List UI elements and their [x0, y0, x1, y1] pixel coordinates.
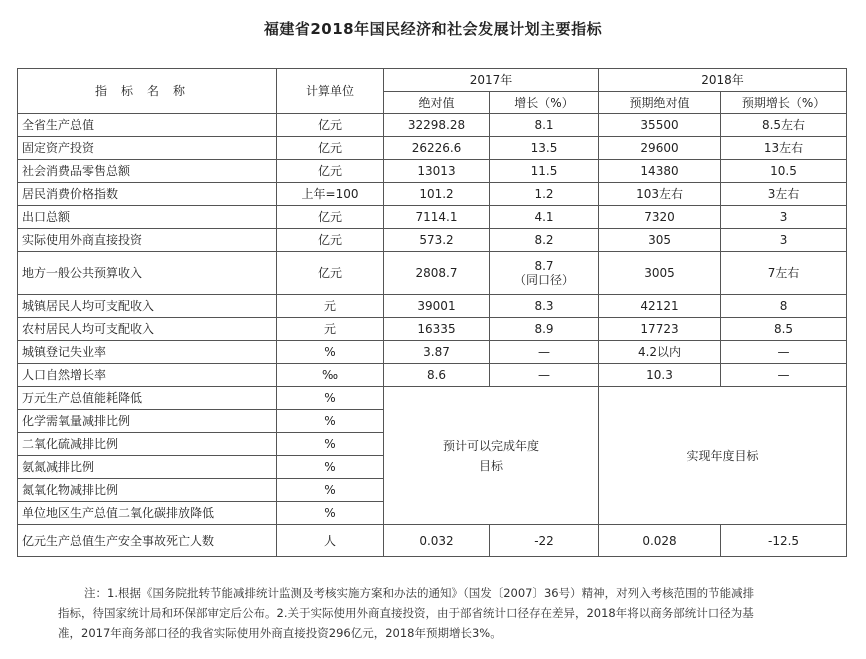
- value-2017: 13013: [384, 160, 490, 183]
- indicator-unit: 亿元: [277, 229, 384, 252]
- indicator-unit: %: [277, 433, 384, 456]
- indicator-unit: 亿元: [277, 252, 384, 295]
- growth-2017: 8.1: [490, 114, 599, 137]
- indicator-name: 居民消费价格指数: [18, 183, 277, 206]
- indicator-unit: 亿元: [277, 137, 384, 160]
- growth-2017: —: [490, 364, 599, 387]
- indicator-unit: 元: [277, 318, 384, 341]
- value-2017: 3.87: [384, 341, 490, 364]
- value-2017: 26226.6: [384, 137, 490, 160]
- indicator-name: 单位地区生产总值二氧化碳排放降低: [18, 502, 277, 525]
- value-2018: 29600: [599, 137, 721, 160]
- growth-2018: 8: [721, 295, 847, 318]
- value-2017: 0.032: [384, 525, 490, 557]
- header-exp-growth: 预期增长（%）: [721, 92, 847, 114]
- growth-2017: -22: [490, 525, 599, 557]
- table-row: [18, 160, 847, 183]
- indicator-name: 万元生产总值能耗降低: [18, 387, 277, 410]
- growth-2018: 3: [721, 206, 847, 229]
- table-row: [18, 114, 847, 137]
- env-2017-text-2: 目标: [479, 458, 504, 473]
- value-2017: 573.2: [384, 229, 490, 252]
- growth-2017: 1.2: [490, 183, 599, 206]
- value-2018: 10.3: [599, 364, 721, 387]
- value-2018: 0.028: [599, 525, 721, 557]
- growth-2018: 3: [721, 229, 847, 252]
- value-2017: 32298.28: [384, 114, 490, 137]
- footnote-line-1: 注：1.根据《国务院批转节能减排统计监测及考核实施方案和办法的通知》（国发〔2007〕36号）精神，对列入考核范围的节能减排: [84, 586, 755, 600]
- indicator-unit: %: [277, 387, 384, 410]
- indicator-name: 地方一般公共预算收入: [18, 252, 277, 295]
- value-2017: 16335: [384, 318, 490, 341]
- value-2018: 42121: [599, 295, 721, 318]
- growth-2018: 10.5: [721, 160, 847, 183]
- indicator-name: 全省生产总值: [18, 114, 277, 137]
- header-abs: 绝对值: [384, 92, 490, 114]
- growth-2017: —: [490, 341, 599, 364]
- header-exp-abs: 预期绝对值: [599, 92, 721, 114]
- indicator-unit: %: [277, 410, 384, 433]
- env-2017-merged: [384, 387, 599, 525]
- value-2018: 7320: [599, 206, 721, 229]
- growth-2017: 11.5: [490, 160, 599, 183]
- indicator-unit: 亿元: [277, 114, 384, 137]
- growth-2017: 8.9: [490, 318, 599, 341]
- footnote: [58, 583, 848, 643]
- growth-2018: 8.5左右: [721, 114, 847, 137]
- indicator-name: 出口总额: [18, 206, 277, 229]
- value-2017: 101.2: [384, 183, 490, 206]
- table-row: [18, 364, 847, 387]
- growth-2018: —: [721, 341, 847, 364]
- indicator-name: 化学需氧量减排比例: [18, 410, 277, 433]
- value-2018: 305: [599, 229, 721, 252]
- value-2018: 35500: [599, 114, 721, 137]
- table-row: [18, 295, 847, 318]
- indicator-unit: 人: [277, 525, 384, 557]
- value-2018: 3005: [599, 252, 721, 295]
- header-2017: 2017年: [384, 69, 599, 92]
- indicator-name: 社会消费品零售总额: [18, 160, 277, 183]
- indicator-name: 亿元生产总值生产安全事故死亡人数: [18, 525, 277, 557]
- table-row: [18, 229, 847, 252]
- growth-2017-note: （同口径）: [514, 273, 575, 287]
- value-2018: 4.2以内: [599, 341, 721, 364]
- indicator-name: 氮氧化物减排比例: [18, 479, 277, 502]
- indicator-name: 农村居民人均可支配收入: [18, 318, 277, 341]
- growth-2017: 8.3: [490, 295, 599, 318]
- value-2018: 14380: [599, 160, 721, 183]
- indicator-unit: 亿元: [277, 160, 384, 183]
- indicator-unit: 上年=100: [277, 183, 384, 206]
- table-row: [18, 318, 847, 341]
- growth-2018: 13左右: [721, 137, 847, 160]
- table-row: [18, 387, 847, 410]
- header-name: 指标名称: [18, 69, 277, 114]
- indicator-name: 固定资产投资: [18, 137, 277, 160]
- env-2017-text-1: 预计可以完成年度: [443, 438, 540, 453]
- indicator-name: 实际使用外商直接投资: [18, 229, 277, 252]
- header-unit: 计算单位: [277, 69, 384, 114]
- growth-2017-value: 8.7: [534, 259, 554, 273]
- table-row: [18, 252, 847, 295]
- indicator-unit: %: [277, 341, 384, 364]
- indicator-unit: %: [277, 502, 384, 525]
- table-row: [18, 525, 847, 557]
- footnote-line-2: 指标，待国家统计局和环保部审定后公布。2.关于实际使用外商直接投资，由于部省统计口径存在差异，2018年将以商务部统计口径为基: [58, 606, 754, 620]
- indicator-unit: 元: [277, 295, 384, 318]
- indicator-name: 氨氮减排比例: [18, 456, 277, 479]
- indicator-name: 城镇居民人均可支配收入: [18, 295, 277, 318]
- growth-2018: 7左右: [721, 252, 847, 295]
- value-2018: 103左右: [599, 183, 721, 206]
- page-title: 福建省2018年国民经济和社会发展计划主要指标: [263, 20, 603, 38]
- table-row: [18, 206, 847, 229]
- growth-2017: [490, 252, 599, 295]
- growth-2017: 8.2: [490, 229, 599, 252]
- growth-2017: 4.1: [490, 206, 599, 229]
- indicator-unit: %: [277, 479, 384, 502]
- value-2017: 2808.7: [384, 252, 490, 295]
- indicator-name: 城镇登记失业率: [18, 341, 277, 364]
- value-2017: 39001: [384, 295, 490, 318]
- value-2017: 7114.1: [384, 206, 490, 229]
- env-2018-merged: 实现年度目标: [599, 387, 847, 525]
- value-2018: 17723: [599, 318, 721, 341]
- footnote-line-3: 准，2017年商务部口径的我省实际使用外商直接投资296亿元，2018年预期增长3%。: [58, 626, 502, 640]
- header-growth: 增长（%）: [490, 92, 599, 114]
- indicator-unit: ‰: [277, 364, 384, 387]
- indicator-unit: 亿元: [277, 206, 384, 229]
- indicator-unit: %: [277, 456, 384, 479]
- table-row: [18, 137, 847, 160]
- indicator-name: 人口自然增长率: [18, 364, 277, 387]
- growth-2018: 8.5: [721, 318, 847, 341]
- table-row: [18, 341, 847, 364]
- indicator-name: 二氧化硫减排比例: [18, 433, 277, 456]
- growth-2018: —: [721, 364, 847, 387]
- table-row: [18, 183, 847, 206]
- growth-2018: 3左右: [721, 183, 847, 206]
- indicators-table: [17, 68, 847, 557]
- header-2018: 2018年: [599, 69, 847, 92]
- growth-2017: 13.5: [490, 137, 599, 160]
- value-2017: 8.6: [384, 364, 490, 387]
- growth-2018: -12.5: [721, 525, 847, 557]
